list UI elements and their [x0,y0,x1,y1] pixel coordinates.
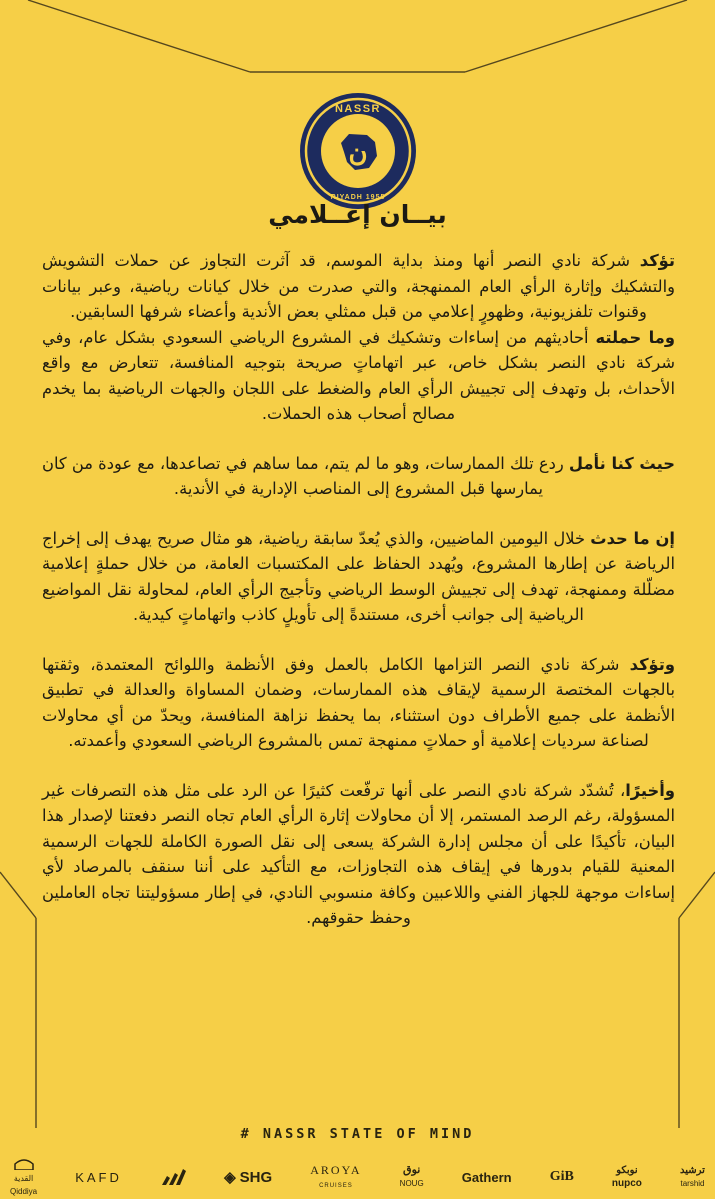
statement-body [42,248,675,955]
paragraph-3-lead: حيث كنا نأمل [568,453,675,473]
logo-bottom-text: RIYADH 1955 [330,194,386,201]
sponsor-kafd-logo: KAFD [75,1169,122,1185]
logo-monogram: ن [348,138,368,168]
noug-ar: نوق [403,1164,421,1176]
club-logo [297,90,419,212]
nupco-en: nupco [611,1178,642,1189]
adidas-icon [160,1168,186,1186]
logo-top-text: NASSR [334,103,382,115]
paragraph-4-text: خلال اليومين الماضيين، والذي يُعدّ سابقة رياضية، هو مثال صريح يهدف إلى إخراج الرياضة عن إطارها المشروع، ويُهدد الحفاظ على المكتسبات العامة، من خلال حملةٍ إعلامية مضلّلة وممنهجة، تهدف إلى تجييش الوسط الرياضي وتأجيج الرأي العام، لمحاولة نقل المواضيع الرياضية إلى جوانب أخرى، مستندةً إلى تأويلٍ كاذب واتهاماتٍ كيدية. [42,528,675,624]
sponsor-qiddiya-logo [10,1158,37,1196]
tarshid-ar: ترشيد [680,1165,705,1176]
tarshid-en: tarshid [680,1179,705,1188]
sponsor-tarshid-logo [680,1166,705,1188]
qiddiya-ar: القدية [13,1174,34,1183]
paragraph-1-lead: تؤكد [639,251,675,270]
paragraph-6-text: ، تُشدّد شركة نادي النصر على أنها ترفّعت كثيرًا عن الرد على مثل هذه التصرفات غير المسؤولة، رغم الرصد المستمر، إلا أن محاولات إثارة الرأي العام تجاه النصر دفعتنا لإصدار هذا البيان، تأكيدًا على أن مجلس إدارة الشركة يسعى إلى نقل الصورة الكاملة للجهات الرسمية المعنية للقيام بدورها في إيقاف هذه التجاوزات، مع التأكيد على أننا سنقف بالمرصاد لأي إساءات موجهة للجهاز الفني واللاعبين وكافة منسوبي النادي، في إطار مسؤوليتنا تجاه العاملين وحفظ حقوقهم. [42,780,675,927]
sponsor-nupco-logo [612,1166,642,1188]
paragraph-3 [42,451,675,502]
paragraph-2-text: أحاديثهم من إساءات وتشكيك في المشروع الرياضي السعودي بشكل عام، وفي شركة نادي النصر بشكل خاص، عبر اتهاماتٍ صريحة بتوجيه المنافسة، تتعارض مع واقع الأحداث، بل وتهدف إلى تجييش الرأي العام والضغط على اللجان والجهات الرياضية بما يخدم مصالح أصحاب هذه الحملات. [42,327,675,423]
paragraph-4-lead: إن ما حدث [590,528,675,548]
paragraph-6-lead: وأخيرًا [625,780,675,800]
sponsor-noug-logo [400,1166,424,1188]
sponsor-shg-logo [224,1168,272,1186]
sponsor-gib-logo: GiB [549,1169,574,1184]
sponsor-aroya-logo [310,1163,361,1191]
paragraph-6 [42,778,675,931]
statement-title: بيــان إعــلامي [268,200,447,229]
paragraph-3-text: ردع تلك الممارسات، وهو ما لم يتم، مما ساهم في تصاعدها، مع عودة من كان يمارسها قبل المشروع إلى المناصب الإدارية في الأندية. [42,453,569,498]
nupco-ar: نوبكو [616,1165,638,1176]
shg-label: SHG [239,1168,273,1186]
aroya-label: AROYA [310,1163,362,1177]
hashtag: # NASSR STATE OF MIND [240,1126,475,1142]
qiddiya-en: Qiddiya [10,1187,38,1196]
noug-en: NOUG [399,1179,424,1188]
paragraph-2 [42,325,675,427]
sponsor-bar [10,1158,705,1196]
qiddiya-icon [13,1158,35,1170]
shg-icon: ◈ [224,1169,236,1186]
paragraph-1-text: شركة نادي النصر أنها ومنذ بداية الموسم، قد آثرت التجاوز عن حملات التشويش والتشكيك وإثارة الرأي العام الممنهجة، والتي صدرت من خلال كيانات رياضية، وعبر بيانات وقنوات تلفزيونية، وظهورٍ إعلامي من قبل ممثلي بعض الأندية وأعضاء شرفها السابقين. [42,251,675,321]
paragraph-4 [42,526,675,628]
sponsor-adidas-logo [160,1168,186,1186]
paragraph-5-lead: وتؤكد [629,654,675,674]
paragraph-5-text: شركة نادي النصر التزامها الكامل بالعمل وفق الأنظمة واللوائح المعتمدة، وثقتها بالجهات المختصة الرسمية لإيقاف هذه الممارسات، وضمان المساواة والعدالة في تطبيق الأنظمة على جميع الأطراف دون استثناء، بما يحفظ نزاهة المنافسة، ويحدّ من أي محاولات لصناعة سرديات إعلامية أو حملاتٍ ممنهجة تمس بالمشروع الرياضي السعودي وأعمدته. [42,654,675,750]
aroya-sub: CRUISES [319,1183,353,1189]
paragraph-1 [42,248,675,325]
sponsor-gathern-logo: Gathern [461,1169,512,1185]
paragraph-2-lead: وما حملته [595,327,675,347]
paragraph-5 [42,652,675,754]
